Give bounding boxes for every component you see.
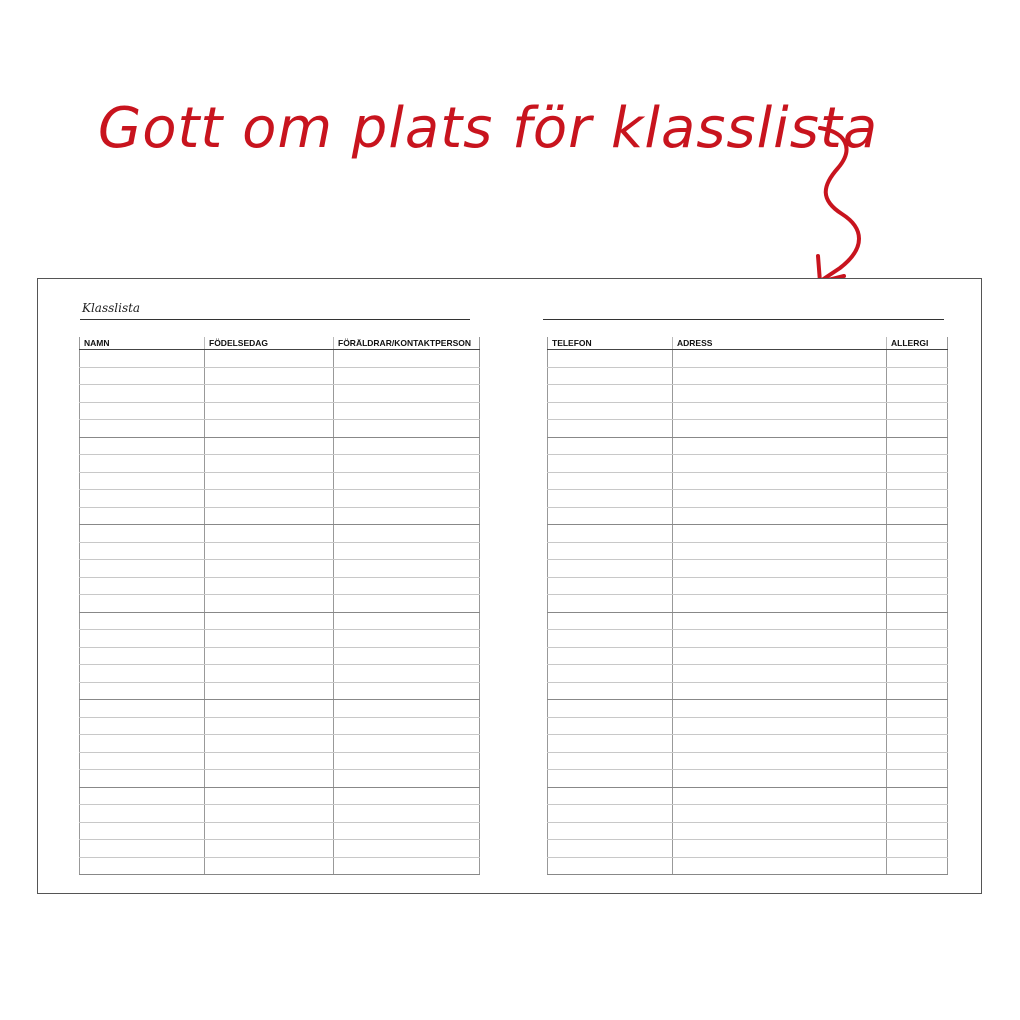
table-cell: [548, 612, 673, 630]
table-cell: [205, 822, 334, 840]
table-cell: [673, 612, 887, 630]
table-cell: [334, 787, 480, 805]
table-cell: [80, 350, 205, 368]
table-row: [80, 682, 480, 700]
table-cell: [548, 840, 673, 858]
table-cell: [548, 402, 673, 420]
table-row: [548, 752, 948, 770]
table-row: [548, 507, 948, 525]
table-row: [80, 385, 480, 403]
table-row: [80, 560, 480, 578]
table-cell: [673, 700, 887, 718]
table-row: [80, 647, 480, 665]
table-cell: [334, 525, 480, 543]
table-cell: [334, 612, 480, 630]
table-cell: [548, 455, 673, 473]
table-cell: [673, 682, 887, 700]
table-cell: [334, 437, 480, 455]
table-row: [80, 472, 480, 490]
table-cell: [673, 490, 887, 508]
table-cell: [673, 857, 887, 875]
table-cell: [548, 507, 673, 525]
table-cell: [887, 752, 948, 770]
column-header-allergi: ALLERGI: [887, 337, 948, 350]
table-cell: [80, 472, 205, 490]
table-cell: [887, 472, 948, 490]
table-cell: [887, 665, 948, 683]
table-cell: [548, 752, 673, 770]
table-cell: [334, 805, 480, 823]
table-cell: [205, 647, 334, 665]
table-cell: [205, 717, 334, 735]
table-row: [548, 350, 948, 368]
table-cell: [673, 350, 887, 368]
table-row: [548, 630, 948, 648]
table-cell: [205, 402, 334, 420]
table-cell: [334, 490, 480, 508]
table-cell: [80, 612, 205, 630]
table-cell: [80, 402, 205, 420]
table-cell: [548, 385, 673, 403]
table-cell: [334, 647, 480, 665]
table-cell: [887, 525, 948, 543]
table-cell: [548, 490, 673, 508]
table-row: [80, 717, 480, 735]
table-cell: [673, 665, 887, 683]
table-cell: [334, 717, 480, 735]
table-cell: [673, 420, 887, 438]
table-cell: [673, 717, 887, 735]
table-cell: [887, 717, 948, 735]
table-cell: [80, 682, 205, 700]
table-cell: [673, 472, 887, 490]
table-cell: [334, 752, 480, 770]
table-cell: [887, 612, 948, 630]
table-cell: [334, 735, 480, 753]
table-cell: [334, 560, 480, 578]
table-cell: [205, 682, 334, 700]
table-cell: [548, 472, 673, 490]
table-cell: [80, 805, 205, 823]
table-row: [548, 595, 948, 613]
table-cell: [887, 455, 948, 473]
table-cell: [80, 595, 205, 613]
table-cell: [80, 700, 205, 718]
squiggle-arrow-icon: [800, 120, 880, 290]
table-cell: [673, 595, 887, 613]
table-row: [80, 542, 480, 560]
table-cell: [673, 647, 887, 665]
table-cell: [80, 822, 205, 840]
table-cell: [548, 682, 673, 700]
table-cell: [205, 560, 334, 578]
table-row: [80, 612, 480, 630]
table-cell: [673, 735, 887, 753]
table-row: [80, 770, 480, 788]
table-cell: [887, 735, 948, 753]
table-cell: [887, 805, 948, 823]
table-cell: [80, 385, 205, 403]
table-row: [80, 420, 480, 438]
table-row: [548, 542, 948, 560]
table-cell: [334, 577, 480, 595]
table-cell: [80, 542, 205, 560]
table-cell: [887, 770, 948, 788]
table-cell: [887, 507, 948, 525]
table-cell: [80, 665, 205, 683]
column-header-adress: ADRESS: [673, 337, 887, 350]
table-row: [80, 822, 480, 840]
title-line-right: [543, 319, 944, 320]
table-cell: [205, 612, 334, 630]
table-cell: [334, 857, 480, 875]
table-cell: [80, 420, 205, 438]
table-cell: [205, 857, 334, 875]
table-cell: [673, 752, 887, 770]
table-cell: [887, 577, 948, 595]
table-cell: [887, 630, 948, 648]
table-cell: [205, 595, 334, 613]
table-cell: [334, 507, 480, 525]
title-line-left: [80, 319, 470, 320]
table-cell: [80, 437, 205, 455]
table-cell: [887, 385, 948, 403]
table-cell: [887, 437, 948, 455]
table-cell: [673, 402, 887, 420]
table-row: [548, 700, 948, 718]
table-row: [80, 490, 480, 508]
table-cell: [548, 822, 673, 840]
table-cell: [205, 735, 334, 753]
table-cell: [548, 420, 673, 438]
table-cell: [548, 770, 673, 788]
notebook-spread: [37, 278, 982, 894]
table-cell: [334, 542, 480, 560]
table-cell: [205, 490, 334, 508]
table-cell: [205, 665, 334, 683]
table-cell: [548, 350, 673, 368]
table-cell: [673, 577, 887, 595]
table-row: [80, 507, 480, 525]
table-cell: [887, 490, 948, 508]
table-row: [80, 700, 480, 718]
table-row: [548, 472, 948, 490]
table-cell: [673, 630, 887, 648]
table-row: [80, 857, 480, 875]
table-cell: [334, 665, 480, 683]
table-cell: [80, 752, 205, 770]
table-cell: [673, 437, 887, 455]
table-row: [548, 612, 948, 630]
table-cell: [887, 367, 948, 385]
table-cell: [205, 840, 334, 858]
table-cell: [673, 367, 887, 385]
table-cell: [334, 367, 480, 385]
table-cell: [673, 805, 887, 823]
table-row: [80, 735, 480, 753]
table-cell: [205, 472, 334, 490]
table-cell: [334, 595, 480, 613]
table-cell: [80, 857, 205, 875]
column-header-foraldrar: FÖRÄLDRAR/KONTAKTPERSON: [334, 337, 480, 350]
table-row: [548, 805, 948, 823]
table-row: [548, 840, 948, 858]
table-row: [548, 770, 948, 788]
table-row: [548, 455, 948, 473]
table-cell: [80, 367, 205, 385]
table-cell: [887, 840, 948, 858]
table-cell: [548, 595, 673, 613]
table-row: [80, 630, 480, 648]
table-row: [548, 717, 948, 735]
table-cell: [887, 857, 948, 875]
table-cell: [205, 507, 334, 525]
table-row: [548, 420, 948, 438]
table-row: [548, 577, 948, 595]
table-cell: [548, 857, 673, 875]
table-cell: [548, 665, 673, 683]
table-cell: [673, 560, 887, 578]
table-cell: [548, 525, 673, 543]
table-cell: [205, 455, 334, 473]
table-cell: [205, 367, 334, 385]
table-cell: [673, 770, 887, 788]
table-row: [548, 525, 948, 543]
table-cell: [205, 700, 334, 718]
table-cell: [205, 420, 334, 438]
table-row: [548, 822, 948, 840]
table-cell: [80, 735, 205, 753]
table-cell: [887, 595, 948, 613]
table-cell: [205, 752, 334, 770]
table-cell: [205, 542, 334, 560]
table-row: [80, 350, 480, 368]
table-cell: [334, 420, 480, 438]
table-cell: [548, 560, 673, 578]
table-cell: [548, 717, 673, 735]
table-cell: [80, 647, 205, 665]
table-cell: [887, 350, 948, 368]
table-cell: [80, 717, 205, 735]
column-header-fodelsedag: FÖDELSEDAG: [205, 337, 334, 350]
table-cell: [334, 385, 480, 403]
table-cell: [80, 770, 205, 788]
table-cell: [334, 455, 480, 473]
table-cell: [334, 770, 480, 788]
left-class-list-table: [79, 337, 480, 875]
table-cell: [80, 507, 205, 525]
table-cell: [205, 577, 334, 595]
table-row: [80, 595, 480, 613]
table-cell: [548, 577, 673, 595]
table-cell: [673, 840, 887, 858]
column-header-namn: NAMN: [80, 337, 205, 350]
table-cell: [80, 455, 205, 473]
table-cell: [205, 385, 334, 403]
table-cell: [548, 647, 673, 665]
headline: Gott om plats för klasslista: [97, 96, 879, 161]
right-class-list-table: [547, 337, 948, 875]
table-cell: [887, 560, 948, 578]
table-row: [80, 525, 480, 543]
table-cell: [334, 682, 480, 700]
table-cell: [673, 542, 887, 560]
table-cell: [334, 472, 480, 490]
table-cell: [548, 630, 673, 648]
table-cell: [334, 350, 480, 368]
table-cell: [673, 787, 887, 805]
table-cell: [548, 700, 673, 718]
table-cell: [673, 525, 887, 543]
table-cell: [334, 840, 480, 858]
table-cell: [887, 822, 948, 840]
table-cell: [548, 805, 673, 823]
table-cell: [205, 525, 334, 543]
table-cell: [80, 490, 205, 508]
table-cell: [205, 805, 334, 823]
table-cell: [80, 840, 205, 858]
table-row: [80, 437, 480, 455]
table-cell: [334, 630, 480, 648]
table-cell: [548, 735, 673, 753]
table-row: [80, 665, 480, 683]
table-cell: [205, 350, 334, 368]
table-row: [548, 490, 948, 508]
table-cell: [334, 700, 480, 718]
table-row: [548, 735, 948, 753]
table-cell: [334, 402, 480, 420]
page-title: Klasslista: [82, 301, 141, 315]
table-row: [80, 752, 480, 770]
table-cell: [887, 647, 948, 665]
table-row: [548, 367, 948, 385]
table-row: [548, 402, 948, 420]
table-cell: [205, 770, 334, 788]
table-cell: [887, 682, 948, 700]
table-cell: [673, 822, 887, 840]
table-row: [80, 787, 480, 805]
table-cell: [80, 577, 205, 595]
table-cell: [887, 700, 948, 718]
table-row: [548, 665, 948, 683]
table-row: [548, 560, 948, 578]
table-row: [80, 455, 480, 473]
table-cell: [887, 420, 948, 438]
table-cell: [80, 787, 205, 805]
table-cell: [887, 542, 948, 560]
table-row: [548, 857, 948, 875]
column-header-telefon: TELEFON: [548, 337, 673, 350]
table-cell: [887, 402, 948, 420]
table-row: [80, 367, 480, 385]
table-cell: [887, 787, 948, 805]
table-cell: [673, 455, 887, 473]
table-row: [548, 682, 948, 700]
table-cell: [548, 542, 673, 560]
table-row: [80, 402, 480, 420]
table-cell: [80, 525, 205, 543]
table-row: [548, 385, 948, 403]
table-cell: [334, 822, 480, 840]
table-cell: [80, 630, 205, 648]
table-cell: [673, 507, 887, 525]
table-cell: [673, 385, 887, 403]
table-cell: [80, 560, 205, 578]
table-cell: [205, 787, 334, 805]
table-cell: [205, 437, 334, 455]
table-cell: [548, 437, 673, 455]
table-cell: [205, 630, 334, 648]
table-row: [548, 437, 948, 455]
table-row: [80, 840, 480, 858]
table-row: [548, 647, 948, 665]
table-row: [80, 805, 480, 823]
table-cell: [548, 367, 673, 385]
table-cell: [548, 787, 673, 805]
table-row: [80, 577, 480, 595]
table-row: [548, 787, 948, 805]
